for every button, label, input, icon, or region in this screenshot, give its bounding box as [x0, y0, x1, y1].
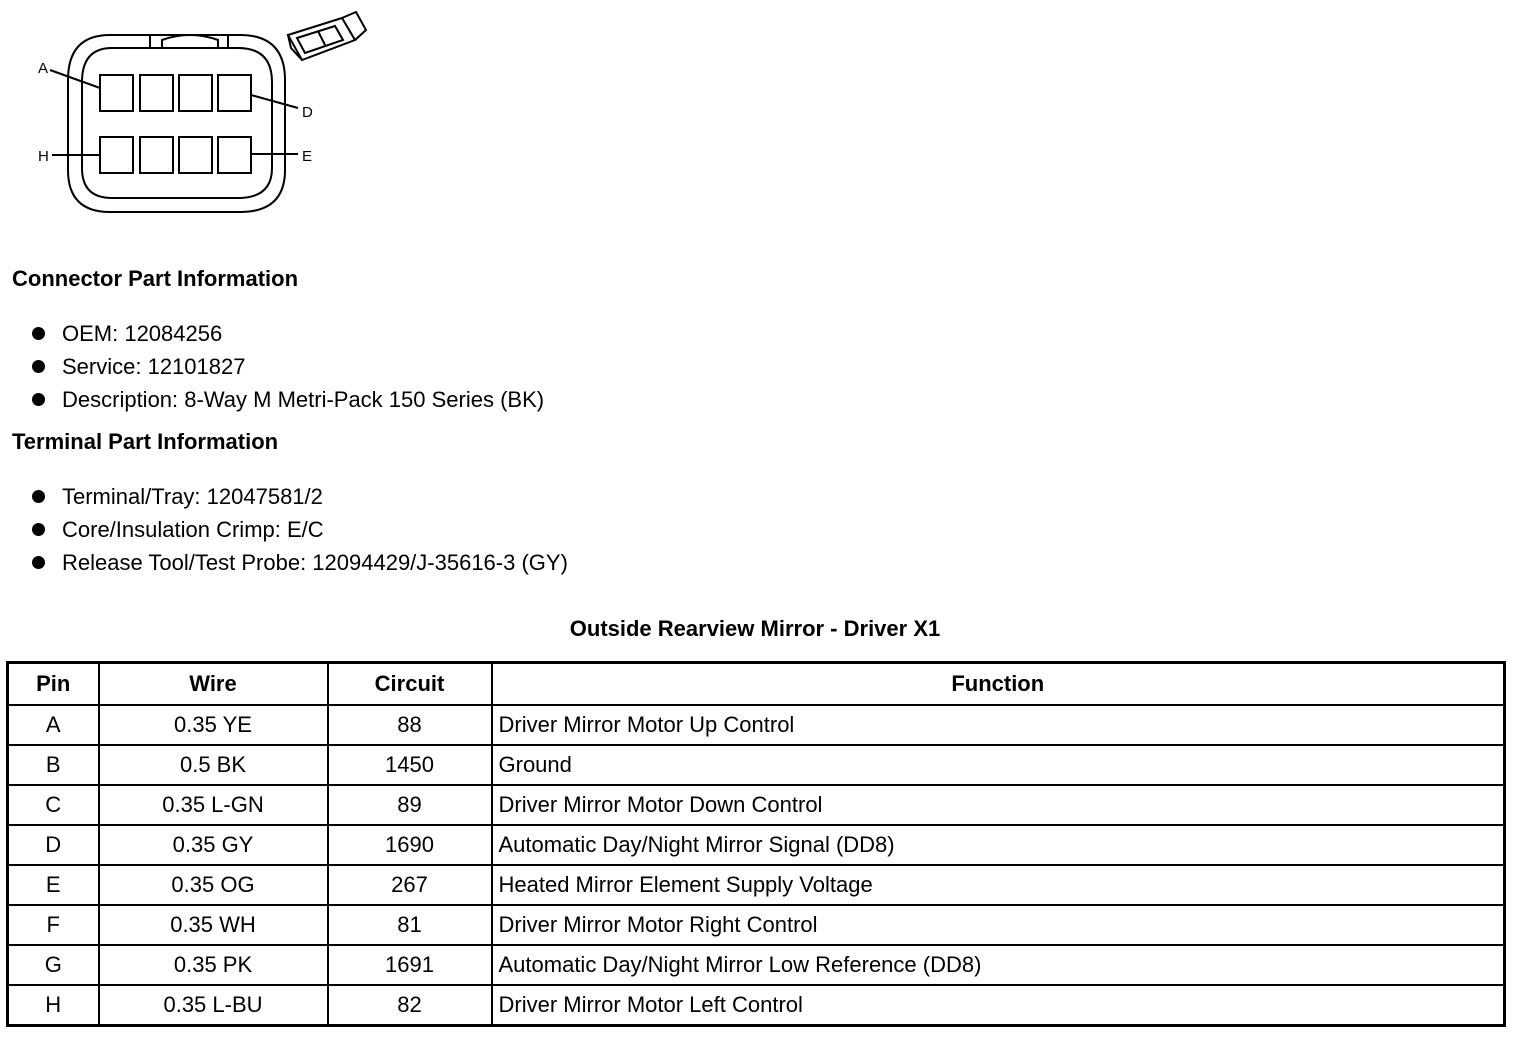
cell-circuit: 88 [328, 705, 492, 745]
cell-circuit: 89 [328, 785, 492, 825]
cell-wire: 0.35 L-BU [99, 985, 328, 1026]
connector-face-diagram [0, 0, 380, 225]
connector-lock-tab [150, 35, 228, 48]
table-row [8, 745, 1505, 785]
table-row [8, 825, 1505, 865]
table-row [8, 985, 1505, 1026]
bullet-icon [32, 327, 45, 340]
table-row [8, 785, 1505, 825]
terminal-info-list [30, 480, 568, 579]
cell-pin: E [8, 865, 99, 905]
header-wire: Wire [99, 663, 328, 706]
callout-line-d [251, 95, 298, 108]
terminal-cavity [218, 137, 251, 173]
bullet-icon [32, 523, 45, 536]
terminal-cavity [179, 137, 212, 173]
table-row [8, 705, 1505, 745]
cell-pin: G [8, 945, 99, 985]
cell-wire: 0.35 GY [99, 825, 328, 865]
list-item [30, 383, 544, 416]
connector-description: Description: 8-Way M Metri-Pack 150 Series (BK) [62, 387, 545, 412]
cell-circuit: 1690 [328, 825, 492, 865]
table-title: Outside Rearview Mirror - Driver X1 [569, 616, 941, 641]
cell-function: Driver Mirror Motor Right Control [492, 905, 1505, 945]
cell-function: Ground [492, 745, 1505, 785]
table-row [8, 865, 1505, 905]
connector-oem: OEM: 12084256 [62, 321, 223, 346]
bullet-icon [32, 360, 45, 373]
terminal-cavity [179, 75, 212, 111]
cell-pin: B [8, 745, 99, 785]
table-row [8, 905, 1505, 945]
bullet-icon [32, 393, 45, 406]
terminal-cavity [218, 75, 251, 111]
list-item [30, 546, 568, 579]
connector-info-heading: Connector Part Information [12, 266, 299, 291]
cell-function: Automatic Day/Night Mirror Low Reference (DD8) [492, 945, 1505, 985]
header-circuit: Circuit [328, 663, 492, 706]
bullet-icon [32, 490, 45, 503]
terminal-cavity [100, 75, 133, 111]
connector-info-list [30, 317, 544, 416]
connector-body-inner-outline [82, 48, 272, 198]
bullet-icon [32, 556, 45, 569]
callout-label-e: E [302, 148, 313, 165]
cell-wire: 0.35 L-GN [99, 785, 328, 825]
table-row [8, 945, 1505, 985]
cell-circuit: 82 [328, 985, 492, 1026]
terminal-info-heading: Terminal Part Information [12, 429, 279, 454]
terminal-cavity [140, 75, 173, 111]
table-header-row [8, 663, 1505, 706]
cell-function: Driver Mirror Motor Left Control [492, 985, 1505, 1026]
cell-circuit: 1450 [328, 745, 492, 785]
cell-function: Driver Mirror Motor Down Control [492, 785, 1505, 825]
callout-label-a: A [38, 60, 49, 77]
terminal-crimp: Core/Insulation Crimp: E/C [62, 517, 324, 542]
cell-wire: 0.35 YE [99, 705, 328, 745]
cell-pin: F [8, 905, 99, 945]
cell-wire: 0.35 PK [99, 945, 328, 985]
connector-service: Service: 12101827 [62, 354, 246, 379]
cell-function: Heated Mirror Element Supply Voltage [492, 865, 1505, 905]
cell-pin: A [8, 705, 99, 745]
cell-circuit: 267 [328, 865, 492, 905]
header-function: Function [492, 663, 1505, 706]
cell-wire: 0.35 WH [99, 905, 328, 945]
connector-body-outline [68, 35, 285, 212]
header-pin: Pin [8, 663, 99, 706]
list-item [30, 350, 544, 383]
cell-pin: C [8, 785, 99, 825]
callout-label-h: H [38, 148, 49, 165]
list-item [30, 513, 568, 546]
list-item [30, 317, 544, 350]
cell-function: Automatic Day/Night Mirror Signal (DD8) [492, 825, 1505, 865]
terminal-cavity [140, 137, 173, 173]
cell-circuit: 1691 [328, 945, 492, 985]
cell-pin: H [8, 985, 99, 1026]
cell-pin: D [8, 825, 99, 865]
terminal-tray: Terminal/Tray: 12047581/2 [62, 484, 323, 509]
callout-label-d: D [302, 104, 313, 121]
pinout-table [6, 661, 1506, 1027]
list-item [30, 480, 568, 513]
terminal-cavity [100, 137, 133, 173]
cell-wire: 0.5 BK [99, 745, 328, 785]
callout-line-a [50, 70, 100, 88]
connector-isometric-icon [288, 12, 366, 60]
cell-wire: 0.35 OG [99, 865, 328, 905]
cell-function: Driver Mirror Motor Up Control [492, 705, 1505, 745]
cell-circuit: 81 [328, 905, 492, 945]
terminal-release-tool: Release Tool/Test Probe: 12094429/J-35616-3 (GY) [62, 550, 568, 575]
